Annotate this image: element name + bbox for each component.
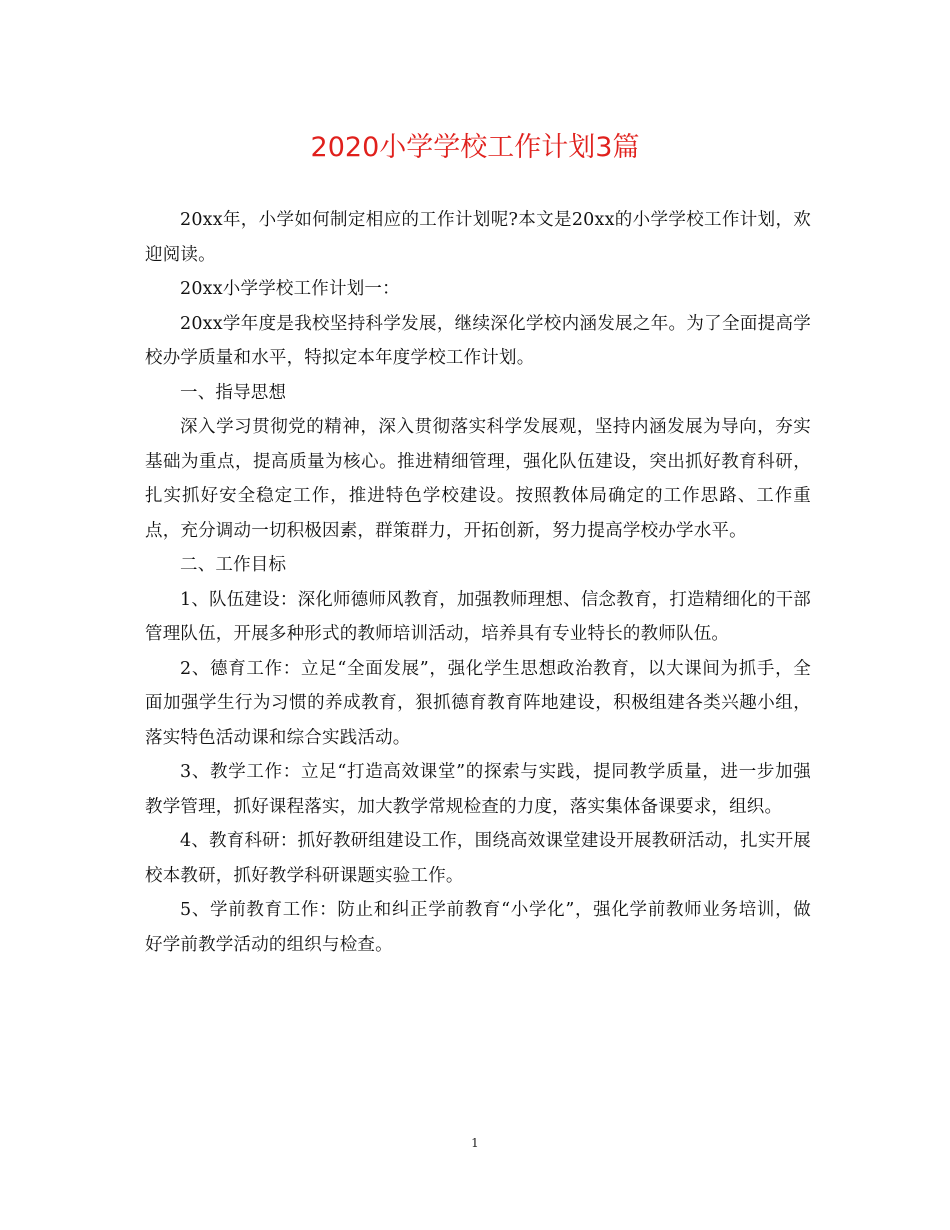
paragraph-intro: 20xx年，小学如何制定相应的工作计划呢?本文是20xx的小学学校工作计划，欢迎阅读。 [145,210,811,265]
document-body [145,203,811,962]
section-heading-work-goals: 二、工作目标 [180,555,287,575]
paragraph-goal-research: 4、教育科研：抓好教研组建设工作，围绕高效课堂建设开展教研活动，扎实开展校本教研，抓好教学科研课题实验工作。 [145,831,811,886]
paragraph-goal-preschool: 5、学前教育工作：防止和纠正学前教育“小学化”，强化学前教师业务培训，做好学前教学活动的组织与检查。 [145,900,811,955]
section-heading-guiding-thought: 一、指导思想 [180,382,287,403]
paragraph-goal-moral-education: 2、德育工作：立足“全面发展”，强化学生思想政治教育，以大课间为抓手，全面加强学生行为习惯的养成教育，狠抓德育教育阵地建设，积极组建各类兴趣小组，落实特色活动课和综合实践活动。 [145,658,811,748]
paragraph-goal-team-building: 1、队伍建设：深化师德师风教育，加强教师理想、信念教育，打造精细化的干部管理队伍，开展多种形式的教师培训活动，培养具有专业特长的教师队伍。 [145,589,811,644]
document-title: 2020小学学校工作计划3篇 [310,132,640,163]
paragraph-plan-one-intro: 20xx学年度是我校坚持科学发展，继续深化学校内涵发展之年。为了全面提高学校办学质量和水平，特拟定本年度学校工作计划。 [145,313,811,368]
paragraph-guiding-thought: 深入学习贯彻党的精神，深入贯彻落实科学发展观，坚持内涵发展为导向，夯实基础为重点，提高质量为核心。推进精细管理，强化队伍建设，突出抓好教育科研，扎实抓好安全稳定工作，推进特色学校建设。按照教体局确定的工作思路、工作重点，充分调动一切积极因素，群策群力，开拓创新，努力提高学校办学水平。 [145,417,811,541]
page-number: 1 [471,1136,479,1150]
paragraph-goal-teaching: 3、教学工作：立足“打造高效课堂”的探索与实践，提同教学质量，进一步加强教学管理，抓好课程落实，加大教学常规检查的力度，落实集体备课要求，组织。 [145,762,811,817]
paragraph-plan-one-heading: 20xx小学学校工作计划一： [180,279,400,299]
